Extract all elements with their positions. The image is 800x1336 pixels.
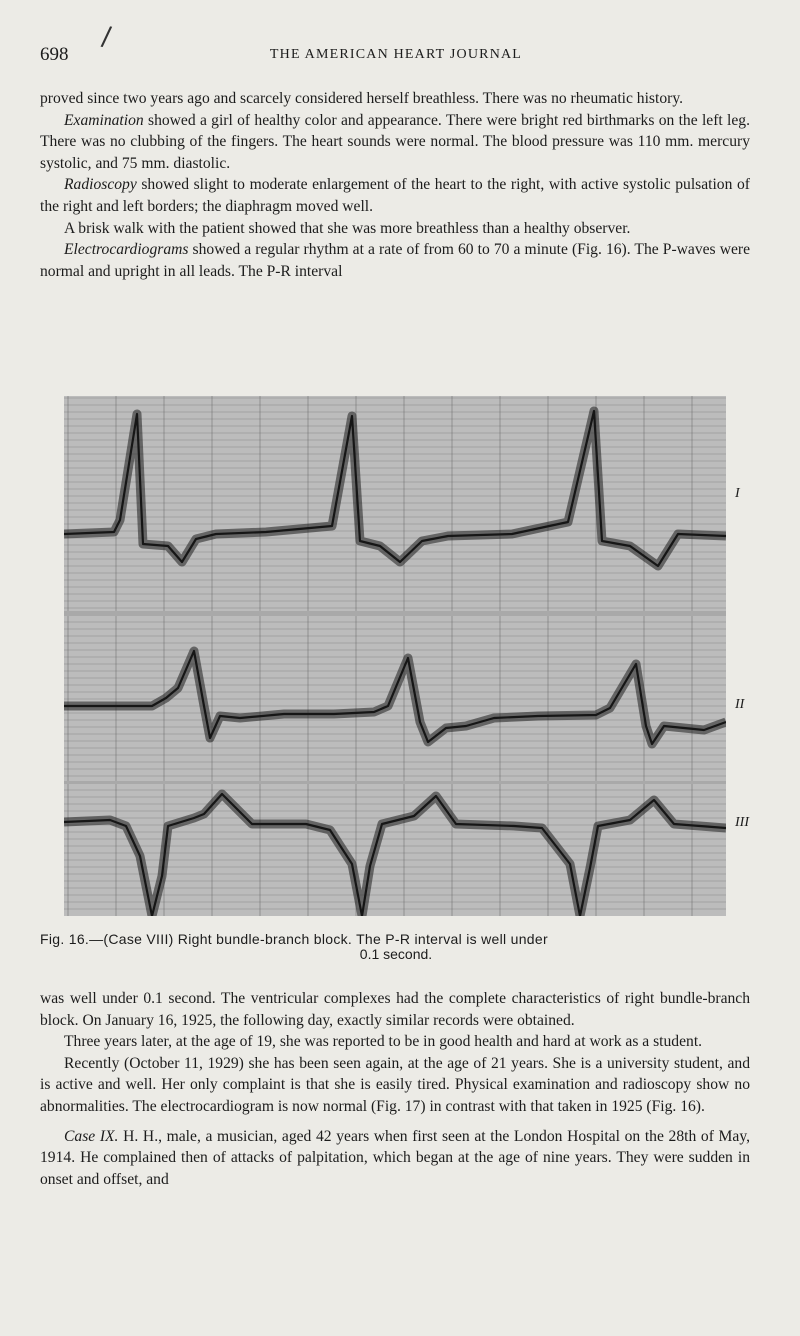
figure-caption xyxy=(40,932,752,962)
paragraph: A brisk walk with the patient showed that she was more breathless than a healthy observer. xyxy=(64,219,631,237)
caption-line: 0.1 second. xyxy=(359,946,433,962)
paragraph-text: showed slight to moderate enlargement of the heart to the right, with active systolic pulsation of the right and left borders; the diaphragm moved well. xyxy=(40,176,750,215)
strip-gap xyxy=(64,781,726,784)
paragraph xyxy=(40,1126,750,1191)
caption-line: Fig. 16.—(Case VIII) Right bundle-branch block. The P-R interval is well under xyxy=(40,931,548,947)
run-in-heading: Radioscopy xyxy=(64,176,137,194)
paragraph: Recently (October 11, 1929) she has been seen again, at the age of 21 years. She is a university student, and is active and well. Her only complaint is that she is easily tired. Physical examination and radioscopy show no abnormalities. The electrocardiogram is now normal (Fig. 17) in contrast with that taken in 1925 (Fig. 16). xyxy=(40,1054,750,1115)
paragraph-text: showed a girl of healthy color and appearance. There were bright red birthmarks on the left leg. There was no clubbing of the fingers. The heart sounds were normal. The blood pressure was 110 mm. mercury systolic, and 75 mm. diastolic. xyxy=(40,111,750,172)
lead-label-ii: II xyxy=(735,697,745,712)
lead-label-i: I xyxy=(735,486,740,501)
paragraph xyxy=(40,174,750,217)
paragraph: was well under 0.1 second. The ventricular complexes had the complete characteristics of right bundle-branch block. On January 16, 1925, the following day, exactly similar records were obtained. xyxy=(40,990,750,1029)
paragraph xyxy=(40,110,750,175)
pencil-mark-icon: / xyxy=(99,21,113,53)
lead-label-iii: III xyxy=(735,815,749,830)
case-heading: Case IX. xyxy=(64,1127,119,1145)
page-header xyxy=(40,21,752,68)
paragraph xyxy=(40,239,750,282)
running-title: THE AMERICAN HEART JOURNAL xyxy=(269,47,523,62)
run-in-heading: Examination xyxy=(64,111,144,129)
text-block-top xyxy=(40,88,750,282)
strip-gap xyxy=(64,611,726,616)
ecg-tracing xyxy=(64,396,726,916)
ecg-figure xyxy=(64,396,726,916)
run-in-heading: Electrocardiograms xyxy=(64,241,189,259)
paragraph-text: H. H., male, a musician, aged 42 years when first seen at the London Hospital on the 28th of May, 1914. He complained then of attacks of palpitation, which began at the age of nine years. They were sudden in onset and offset, and xyxy=(40,1127,751,1188)
paragraph: Three years later, at the age of 19, she was reported to be in good health and hard at work as a student. xyxy=(64,1033,703,1051)
paragraph: proved since two years ago and scarcely considered herself breathless. There was no rheumatic history. xyxy=(40,90,684,107)
text-block-bottom xyxy=(40,988,750,1190)
paragraph-text: showed a regular rhythm at a rate of from 60 to 70 a minute (Fig. 16). The P-waves were normal and upright in all leads. The P-R interval xyxy=(40,241,750,280)
page-number: 698 xyxy=(40,44,69,65)
